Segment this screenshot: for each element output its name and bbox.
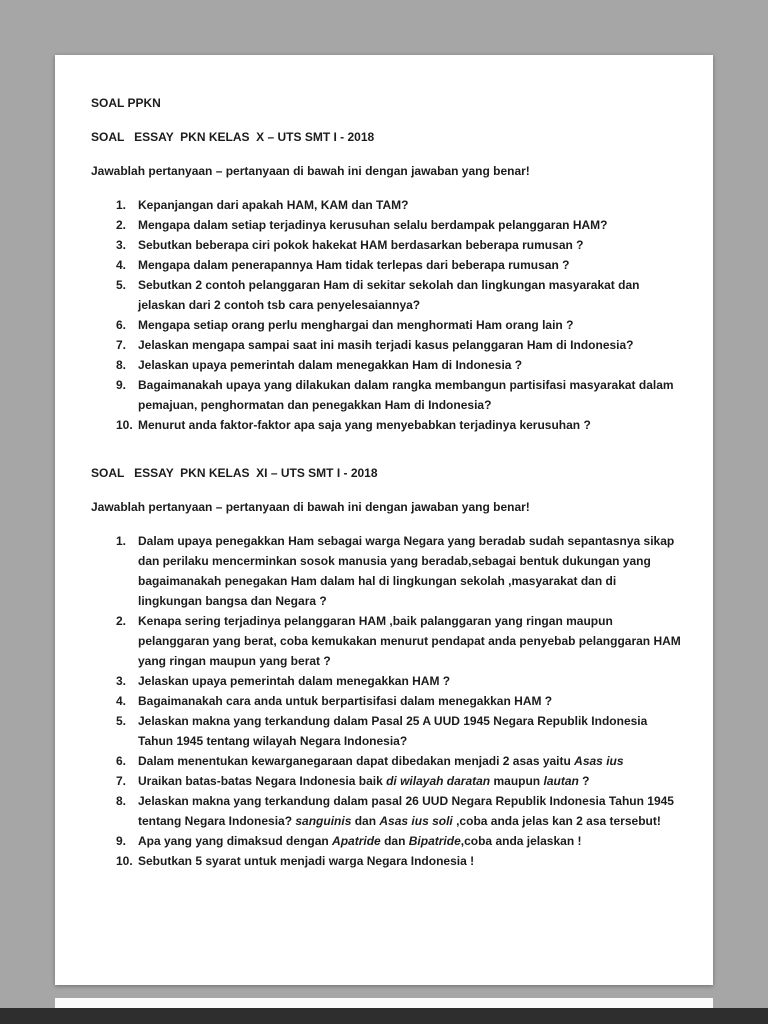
plain-text: Mengapa setiap orang perlu menghargai dan menghormati Ham orang lain ? — [138, 318, 574, 332]
question-text — [138, 255, 683, 275]
question-number: 8. — [116, 794, 127, 808]
plain-text: Menurut anda faktor-faktor apa saja yang menyebabkan terjadinya kerusuhan ? — [138, 418, 591, 432]
question-item — [116, 235, 683, 255]
question-item — [116, 335, 683, 355]
question-item — [116, 831, 683, 851]
viewer-bottom-bar — [0, 1008, 768, 1024]
plain-text: Apa yang yang dimaksud dengan — [138, 834, 333, 848]
plain-text: Bagaimanakah upaya yang dilakukan dalam rangka membangun partisifasi masyarakat dalam pemajuan, penghormatan dan penegakkan Ham di Indonesia? — [138, 378, 674, 412]
section-heading: SOAL ESSAY PKN KELAS X – UTS SMT I - 2018 — [91, 130, 375, 144]
question-item — [116, 315, 683, 335]
question-text — [138, 691, 683, 711]
question-item — [116, 671, 683, 691]
plain-text: ,coba anda jelaskan ! — [460, 834, 582, 848]
emphasis-text: Bipatride — [408, 834, 461, 848]
question-item — [116, 375, 683, 415]
question-text — [138, 531, 683, 611]
plain-text: Kenapa sering terjadinya pelanggaran HAM ,baik palanggaran yang ringan maupun pelanggaran yang berat, coba kemukakan menurut pendapat anda penyebab pelanggaran HAM yang ringan maupun yang berat ? — [138, 614, 681, 668]
question-number: 4. — [116, 258, 127, 272]
emphasis-text: Asas ius soli — [379, 814, 453, 828]
section-instruction: Jawablah pertanyaan – pertanyaan di bawah ini dengan jawaban yang benar! — [91, 164, 530, 178]
plain-text: Mengapa dalam setiap terjadinya kerusuhan selalu berdampak pelanggaran HAM? — [138, 218, 608, 232]
question-text — [138, 335, 683, 355]
question-number: 7. — [116, 338, 127, 352]
question-number: 3. — [116, 674, 127, 688]
plain-text: Jelaskan mengapa sampai saat ini masih terjadi kasus pelanggaran Ham di Indonesia? — [138, 338, 634, 352]
plain-text: Bagaimanakah cara anda untuk berpartisifasi dalam menegakkan HAM ? — [138, 694, 553, 708]
plain-text: ,coba anda jelas kan 2 asa tersebut! — [452, 814, 661, 828]
question-text — [138, 751, 683, 771]
plain-text: dan — [351, 814, 380, 828]
question-item — [116, 711, 683, 751]
question-number: 5. — [116, 278, 127, 292]
question-item — [116, 195, 683, 215]
plain-text: Jelaskan upaya pemerintah dalam menegakkan HAM ? — [138, 674, 451, 688]
plain-text: dan — [380, 834, 409, 848]
question-number: 10. — [116, 418, 133, 432]
question-number: 2. — [116, 218, 127, 232]
question-number: 9. — [116, 834, 127, 848]
question-text — [138, 831, 683, 851]
question-number: 7. — [116, 774, 127, 788]
question-item — [116, 611, 683, 671]
plain-text: Jelaskan makna yang terkandung dalam pasal 26 UUD Negara Republik Indonesia Tahun 1945 tentang Negara Indonesia? — [138, 794, 674, 828]
doc-title: SOAL PPKN — [91, 96, 161, 110]
question-number: 8. — [116, 358, 127, 372]
question-text — [138, 195, 683, 215]
section-instruction: Jawablah pertanyaan – pertanyaan di bawah ini dengan jawaban yang benar! — [91, 500, 530, 514]
plain-text: Dalam upaya penegakkan Ham sebagai warga Negara yang beradab sudah sepantasnya sikap dan perilaku mencerminkan sosok manusia yang beradab,sebagai bentuk dukungan yang bagaimanakah penegakan Ham dalam hal di lingkungan sekolah ,masyarakat dan di lingkungan bangsa dan Negara ? — [138, 534, 675, 608]
question-item — [116, 275, 683, 315]
question-text — [138, 375, 683, 415]
question-text — [138, 235, 683, 255]
plain-text: Kepanjangan dari apakah HAM, KAM dan TAM? — [138, 198, 409, 212]
exam-section — [91, 127, 683, 435]
emphasis-text: sanguinis — [295, 814, 352, 828]
question-number: 1. — [116, 198, 127, 212]
question-text — [138, 671, 683, 691]
question-list — [91, 531, 683, 871]
question-item — [116, 215, 683, 235]
document-page — [55, 55, 713, 985]
section-heading: SOAL ESSAY PKN KELAS XI – UTS SMT I - 2018 — [91, 466, 378, 480]
plain-text: Dalam menentukan kewarganegaraan dapat dibedakan menjadi 2 asas yaitu — [138, 754, 575, 768]
question-item — [116, 531, 683, 611]
question-item — [116, 751, 683, 771]
question-item — [116, 791, 683, 831]
question-text — [138, 791, 683, 831]
question-number: 3. — [116, 238, 127, 252]
emphasis-text: lautan — [543, 774, 579, 788]
plain-text: Sebutkan beberapa ciri pokok hakekat HAM berdasarkan beberapa rumusan ? — [138, 238, 584, 252]
question-number: 9. — [116, 378, 127, 392]
question-text — [138, 771, 683, 791]
question-item — [116, 691, 683, 711]
question-number: 6. — [116, 318, 127, 332]
question-text — [138, 215, 683, 235]
question-text — [138, 275, 683, 315]
question-text — [138, 355, 683, 375]
plain-text: Jelaskan upaya pemerintah dalam menegakkan Ham di Indonesia ? — [138, 358, 523, 372]
question-list — [91, 195, 683, 435]
question-text — [138, 315, 683, 335]
question-number: 4. — [116, 694, 127, 708]
sections-container — [91, 127, 683, 871]
next-page-edge — [55, 998, 713, 1008]
question-number: 6. — [116, 754, 127, 768]
question-item — [116, 355, 683, 375]
emphasis-text: Apatride — [332, 834, 381, 848]
plain-text: Jelaskan makna yang terkandung dalam Pasal 25 A UUD 1945 Negara Republik Indonesia Tahun 1945 tentang wilayah Negara Indonesia? — [138, 714, 648, 748]
question-item — [116, 255, 683, 275]
question-number: 1. — [116, 534, 127, 548]
plain-text: Mengapa dalam penerapannya Ham tidak terlepas dari beberapa rumusan ? — [138, 258, 570, 272]
plain-text: ? — [578, 774, 590, 788]
plain-text: Sebutkan 2 contoh pelanggaran Ham di sekitar sekolah dan lingkungan masyarakat dan jelaskan dari 2 contoh tsb cara penyelesaiannya? — [138, 278, 640, 312]
question-item — [116, 771, 683, 791]
plain-text: Uraikan batas-batas Negara Indonesia baik — [138, 774, 387, 788]
question-text — [138, 711, 683, 751]
emphasis-text: Asas ius — [574, 754, 624, 768]
question-text — [138, 851, 683, 871]
question-text — [138, 415, 683, 435]
plain-text: Sebutkan 5 syarat untuk menjadi warga Negara Indonesia ! — [138, 854, 475, 868]
plain-text: maupun — [490, 774, 544, 788]
question-item — [116, 851, 683, 871]
exam-section — [91, 463, 683, 871]
emphasis-text: di wilayah daratan — [386, 774, 491, 788]
question-text — [138, 611, 683, 671]
question-number: 2. — [116, 614, 127, 628]
question-number: 10. — [116, 854, 133, 868]
question-item — [116, 415, 683, 435]
question-number: 5. — [116, 714, 127, 728]
